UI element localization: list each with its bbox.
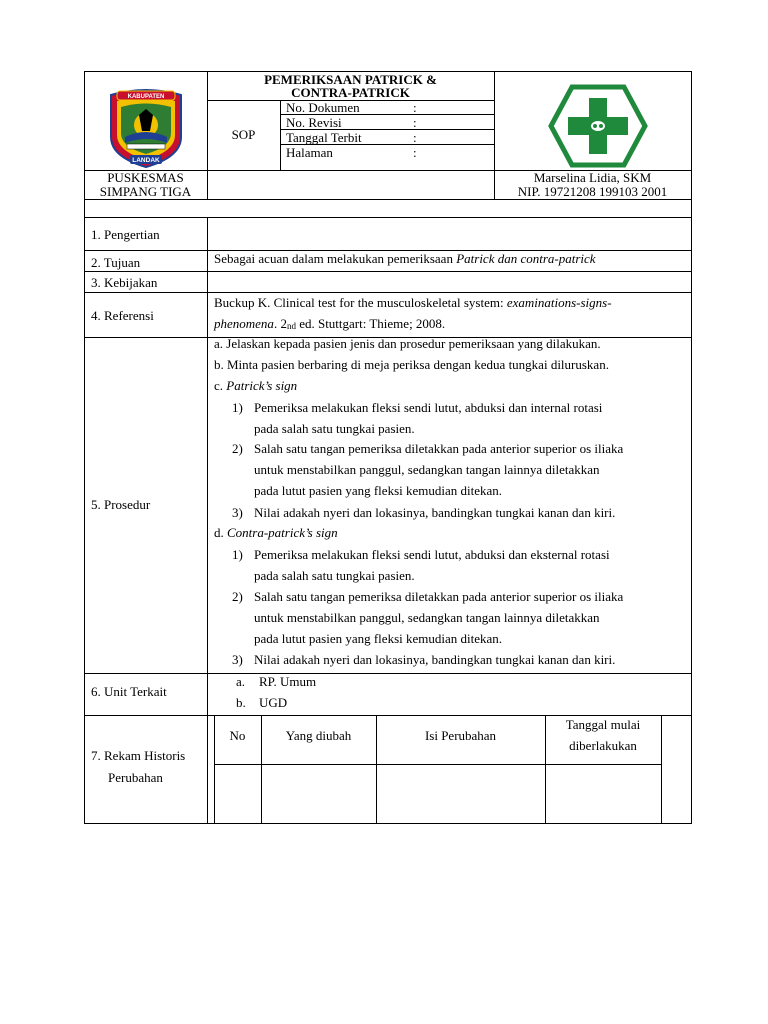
sop-label: SOP xyxy=(231,127,256,142)
history-col-tanggal-l1: Tanggal mulai xyxy=(565,717,641,732)
referensi-line1 xyxy=(214,295,612,310)
field-halaman: Halaman xyxy=(286,145,333,160)
prosedur-step-d-prefix: d. xyxy=(214,525,227,540)
prosedur-c1-num: 1) xyxy=(232,400,243,415)
field-halaman-colon: : xyxy=(413,145,417,160)
prosedur-c1-line1: Pemeriksa melakukan fleksi sendi lutut, abduksi dan internal rotasi xyxy=(254,400,603,415)
spacer-row-bottom xyxy=(84,217,692,218)
border-bottom xyxy=(84,823,692,824)
field-tanggal-terbit-colon: : xyxy=(413,130,417,145)
signer-name: Marselina Lidia, SKM xyxy=(533,170,652,185)
prosedur-d1-num: 1) xyxy=(232,547,243,562)
label-rekam-historis: 7. Rekam Historis xyxy=(91,748,186,763)
referensi-plain: Buckup K. Clinical test for the musculoskeletal system: xyxy=(214,295,507,310)
prosedur-c2-line3: pada lutut pasien yang fleksi kemudian ditekan. xyxy=(254,483,503,498)
history-header-bottom xyxy=(214,764,662,765)
prosedur-d2-line2: untuk menstabilkan panggul, sedangkan tangan lainnya diletakkan xyxy=(254,610,600,625)
field-no-revisi-colon: : xyxy=(413,115,417,130)
prosedur-step-c xyxy=(214,375,297,396)
prosedur-step-d xyxy=(214,522,338,543)
history-col-isi-perubahan: Isi Perubahan xyxy=(424,728,497,743)
field-no-revisi: No. Revisi xyxy=(286,115,342,130)
prosedur-d2-line3: pada lutut pasien yang fleksi kemudian ditekan. xyxy=(254,631,503,646)
prosedur-c1-line2: pada salah satu tungkai pasien. xyxy=(254,421,415,436)
referensi-line2 xyxy=(214,316,445,334)
prosedur-c2-line1: Salah satu tangan pemeriksa diletakkan pada anterior superior os iliaka xyxy=(254,441,624,456)
prosedur-c3-num: 3) xyxy=(232,505,243,520)
row-kebijakan-bottom xyxy=(84,292,692,293)
prosedur-step-a: a. Jelaskan kepada pasien jenis dan prosedur pemeriksaan yang dilakukan. xyxy=(214,336,601,351)
referensi-rest: ed. Stuttgart: Thieme; 2008. xyxy=(295,316,446,331)
referensi-italic: examinations-signs- xyxy=(506,295,612,310)
patricks-sign-title: Patrick’s sign xyxy=(226,378,298,393)
label-prosedur: 5. Prosedur xyxy=(91,497,151,512)
header-divider-sop xyxy=(280,100,281,170)
prosedur-d3-line1: Nilai adakah nyeri dan lokasinya, bandingkan tungkai kanan dan kiri. xyxy=(254,652,616,667)
referensi-edition: . 2 xyxy=(273,316,287,331)
body-label-divider xyxy=(207,217,208,824)
row-tujuan-bottom xyxy=(84,271,692,272)
history-col-yang-diubah: Yang diubah xyxy=(285,728,352,743)
border-right xyxy=(691,71,692,824)
history-top xyxy=(214,715,662,716)
prosedur-step-c-prefix: c. xyxy=(214,378,227,393)
prosedur-d1-line2: pada salah satu tungkai pasien. xyxy=(254,568,415,583)
prosedur-d1-line1: Pemeriksa melakukan fleksi sendi lutut, abduksi dan eksternal rotasi xyxy=(254,547,610,562)
org-name-line2: SIMPANG TIGA xyxy=(99,184,192,199)
prosedur-d3-num: 3) xyxy=(232,652,243,667)
referensi-edition-suffix: nd xyxy=(286,321,296,331)
field-no-dokumen-colon: : xyxy=(413,100,417,115)
tujuan-text-plain: Sebagai acuan dalam melakukan pemeriksaan xyxy=(214,251,457,266)
prosedur-d2-line1: Salah satu tangan pemeriksa diletakkan pada anterior superior os iliaka xyxy=(254,589,624,604)
unit-item-a-num: a. xyxy=(236,674,246,689)
header-bottom xyxy=(84,199,692,200)
label-referensi: 4. Referensi xyxy=(91,308,154,323)
doc-title-line2: CONTRA-PATRICK xyxy=(291,85,410,100)
history-col-no: No xyxy=(229,728,246,743)
prosedur-d2-num: 2) xyxy=(232,589,243,604)
unit-item-a: RP. Umum xyxy=(259,674,317,689)
prosedur-step-b: b. Minta pasien berbaring di meja periksa dengan kedua tungkai diluruskan. xyxy=(214,357,609,372)
unit-item-b: UGD xyxy=(259,695,288,710)
unit-item-b-num: b. xyxy=(236,695,246,710)
org-name-line1: PUSKESMAS xyxy=(107,170,184,185)
signer-nip: NIP. 19721208 199103 2001 xyxy=(517,184,668,199)
label-tujuan: 2. Tujuan xyxy=(91,255,141,270)
label-unit-terkait: 6. Unit Terkait xyxy=(91,684,167,699)
logo-bottom-text: LANDAK xyxy=(132,157,160,164)
referensi-phenomena: phenomena xyxy=(214,316,274,331)
field-tanggal-terbit: Tanggal Terbit xyxy=(286,130,362,145)
puskesmas-logo xyxy=(547,84,649,168)
prosedur-c3-line1: Nilai adakah nyeri dan lokasinya, bandingkan tungkai kanan dan kiri. xyxy=(254,505,616,520)
prosedur-c2-num: 2) xyxy=(232,441,243,456)
contra-patricks-sign-title: Contra-patrick’s sign xyxy=(227,525,338,540)
row-prosedur-bottom xyxy=(84,673,692,674)
tujuan-text-italic: Patrick dan contra-patrick xyxy=(456,251,596,266)
doc-title-line1: PEMERIKSAAN PATRICK & xyxy=(264,72,437,87)
prosedur-c2-line2: untuk menstabilkan panggul, sedangkan tangan lainnya diletakkan xyxy=(254,462,600,477)
label-kebijakan: 3. Kebijakan xyxy=(91,275,158,290)
history-col-tanggal-l2: diberlakukan xyxy=(569,738,637,753)
field-no-dokumen: No. Dokumen xyxy=(286,100,360,115)
label-pengertian: 1. Pengertian xyxy=(91,227,160,242)
history-right xyxy=(661,715,662,823)
logo-banner-text: KABUPATEN xyxy=(127,94,165,100)
tujuan-text xyxy=(214,251,596,266)
label-rekam-perubahan: Perubahan xyxy=(108,770,163,785)
landak-logo xyxy=(103,87,189,169)
